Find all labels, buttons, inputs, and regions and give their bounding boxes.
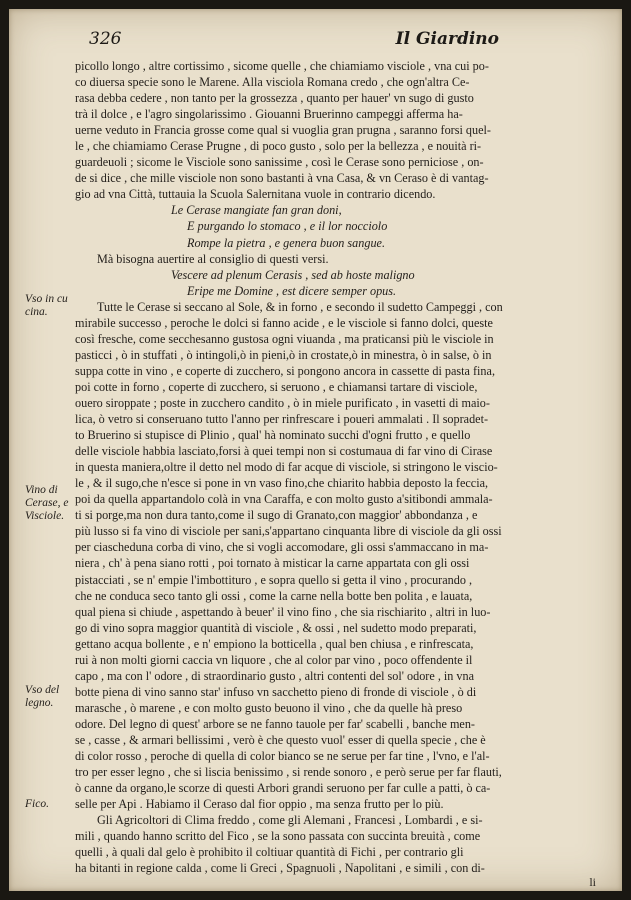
running-title: Il Giardino — [395, 29, 499, 49]
text-line: se , casse , & armari bellissimi , verò è che questo vuol' esser di quella specie , che è — [75, 732, 486, 747]
text-line: Gli Agricoltori di Clima freddo , come gli Alemani , Francesi , Lombardi , e si- — [97, 813, 483, 828]
text-line: lica, ò vetro si conseruano tutto l'anno per rinfrescare i poueri ammalati . Il sopradet- — [75, 412, 489, 427]
text-line: picollo longo , altre cortissimo , sicome quelle , che chiamiamo visciole , vna cui po- — [75, 59, 489, 73]
text-line: selle per Api . Habiamo il Ceraso dal fior oppio , ma senza frutto per lo più. — [75, 797, 444, 812]
text-line: più lusso si fa vino di visciole per sani,s'appartano cinquanta libre di visciole da gli ossi — [75, 524, 502, 539]
text-line: le , che chiamiamo Cerase Prugne , di poco gusto , solo per la bellezza , e nouità ri- — [75, 139, 482, 154]
text-line: odore. Del legno di quest' arbore se ne fanno tauole per far' scabelli , banche men- — [75, 716, 475, 731]
text-line: guardeuoli ; sicome le Visciole sono sanissime , così le Cerase sono perniciose , on- — [75, 155, 484, 170]
margin-note-uso-in-cucina: Vso in cu cina. — [25, 293, 68, 318]
text-line: marasche , ò marene , e con molto gusto beuono il vino , che da quelle hà preso — [75, 700, 463, 715]
text-line: così fresche, come secchesanno gustosa ogni viuanda , ma praticansi più le visciole in — [75, 331, 494, 346]
verse-line: Rompe la pietra , e genera buon sangue. — [187, 235, 386, 250]
book-page — [9, 9, 622, 891]
text-line: niera , ch' à pena siano rotti , poi tornato à misticar la carne appartata con gli ossi — [75, 556, 470, 571]
text-line: ha bitanti in regione calda , come li Greci , Spagnuoli , Napolitani , e simili , con di- — [75, 861, 485, 876]
page-header — [89, 29, 599, 55]
text-line: che ne conduca seco tanto gli ossi , come la carne nella botte ben polita , e lauata, — [75, 588, 473, 603]
text-line: mirabile successo , peroche le dolci si fanno acide , e le visciole si fanno dolci, queste — [75, 315, 493, 330]
verse-line: Eripe me Domine , est dicere semper opus. — [187, 283, 397, 298]
text-line: trà il dolce , e l'agro singolarissimo . Giouanni Bruerinno campeggi afferma ha- — [75, 107, 463, 122]
text-line: per ciascheduna corba di vino, che si vogli accomodare, gli ossi s'ammaccano in ma- — [75, 540, 489, 555]
text-line: qual piena si chiude , aspettando à beuer' il vino fino , che sia rischiarito , altri in luo- — [75, 604, 491, 619]
text-line: pasticci , ò in stuffati , ò intingoli,ò in pieni,ò in crostate,ò in minestra, ò in salse, ò in — [75, 347, 492, 362]
margin-note-uso-del-legno: Vso del legno. — [25, 684, 60, 709]
margin-note-fico: Fico. — [25, 798, 49, 810]
text-line: de si dice , che mille visciole non sono bastanti à vna Casa, & vn Ceraso è di vantag- — [75, 171, 489, 186]
text-line: rui à non molti giorni caccia vn liquore , che al color par vino , poco offendente il — [75, 652, 473, 667]
text-line: ò canne da organo,le scorze di questi Arbori grandi seruono per far culle a patti, ò ca- — [75, 781, 491, 796]
text-line: rasa debba cedere , non tanto per la grossezza , quanto per hauer' vn sugo di gusto — [75, 91, 474, 106]
verse-line: Le Cerase mangiate fan gran doni, — [171, 203, 342, 218]
margin-note-vino-di-cerase: Vino di Cerase, e Visciole. — [25, 484, 69, 522]
text-line: Tutte le Cerase si seccano al Sole, & in forno , e secondo il sudetto Campeggi , con — [97, 299, 503, 314]
text-line: suppa cotte in vino , e coperte di zucchero, si pongono ancora in cassette di pasta fina, — [75, 363, 495, 378]
verse-line: E purgando lo stomaco , e il lor nocciolo — [187, 219, 388, 234]
text-line: pistacciati , se n' empie l'imbottituro , e sopra quello si getta il vino , procurando , — [75, 572, 473, 587]
text-line: quelli , à quali dal gelo è prohibito il coltiuar quantità di Fichi , per contrario gli — [75, 845, 464, 860]
text-line: Mà bisogna auertire al consiglio di questi versi. — [97, 251, 329, 266]
text-line: gettano acqua bollente , e n' empiono la botticella , qual ben chiusa , e rinfrescata, — [75, 636, 474, 651]
text-line: ti si porge,ma non dura tanto,come il sugo di Granato,con maggior' abbondanza , e — [75, 508, 478, 523]
verse-line: Vescere ad plenum Cerasis , sed ab hoste maligno — [171, 267, 415, 282]
text-line: uerne veduto in Francia grosse come qual si vuoglia gran prugna , saranno forsi quel- — [75, 123, 491, 138]
body-text — [75, 58, 613, 876]
text-line: to Bruerino si stupisce di Plinio , qual' hà nominato succhi d'ogni frutto , e quello — [75, 428, 471, 443]
text-line: botte piena di vino sanno star' infuso vn sacchetto pieno di fronde di visciole , ò di — [75, 684, 477, 699]
text-line: gio ad vna Città, tuttauia la Scuola Salernitana vuole in contrario dicendo. — [75, 187, 436, 202]
text-line: tro per esser legno , che si liscia benissimo , si rende sonoro , e però serue per far flauti, — [75, 765, 502, 780]
text-line: di color rosso , peroche di quella di color bianco se ne serue per far tine , l'vno, e l'al- — [75, 749, 490, 764]
page-number: 326 — [89, 29, 122, 49]
text-line: capo , ma con l' odore , di straordinario gusto , altri contenti del sol' odore , in vna — [75, 668, 475, 683]
text-line: co diuersa specie sono le Marene. Alla visciola Romana credo , che ogn'altra Ce- — [75, 75, 470, 90]
text-line: poi da quella appartandolo colà in vna Caraffa, e con molto gusto a'sitibondi ammala- — [75, 492, 493, 507]
text-line: ouero siroppate ; poste in zucchero candito , ò in miele purificato , in vasetti di maio- — [75, 395, 490, 410]
text-line: mili , quando hanno scritto del Fico , se la sono passata con succinta breuità , come — [75, 829, 481, 844]
text-line: le , & il sugo,che n'esce si pone in vn vaso fino,che chiarito habbia deposto la feccia, — [75, 476, 489, 491]
text-line: delle visciole habbia lasciato,forsi à quei tempi non si costumaua di far vino di Cirase — [75, 444, 493, 459]
text-line: go di vino sopra maggior quantità di visciole , & ossi , nel sudetto modo preparati, — [75, 620, 477, 635]
text-line: poi cotte in forno , coperte di zucchero, si seruono , e chiamansi tartare di visciole, — [75, 379, 478, 394]
catchword: li — [589, 875, 596, 889]
text-line: in questa maniera,oltre il detto nel modo di far acque di visciole, si stringono le viscio- — [75, 460, 498, 475]
